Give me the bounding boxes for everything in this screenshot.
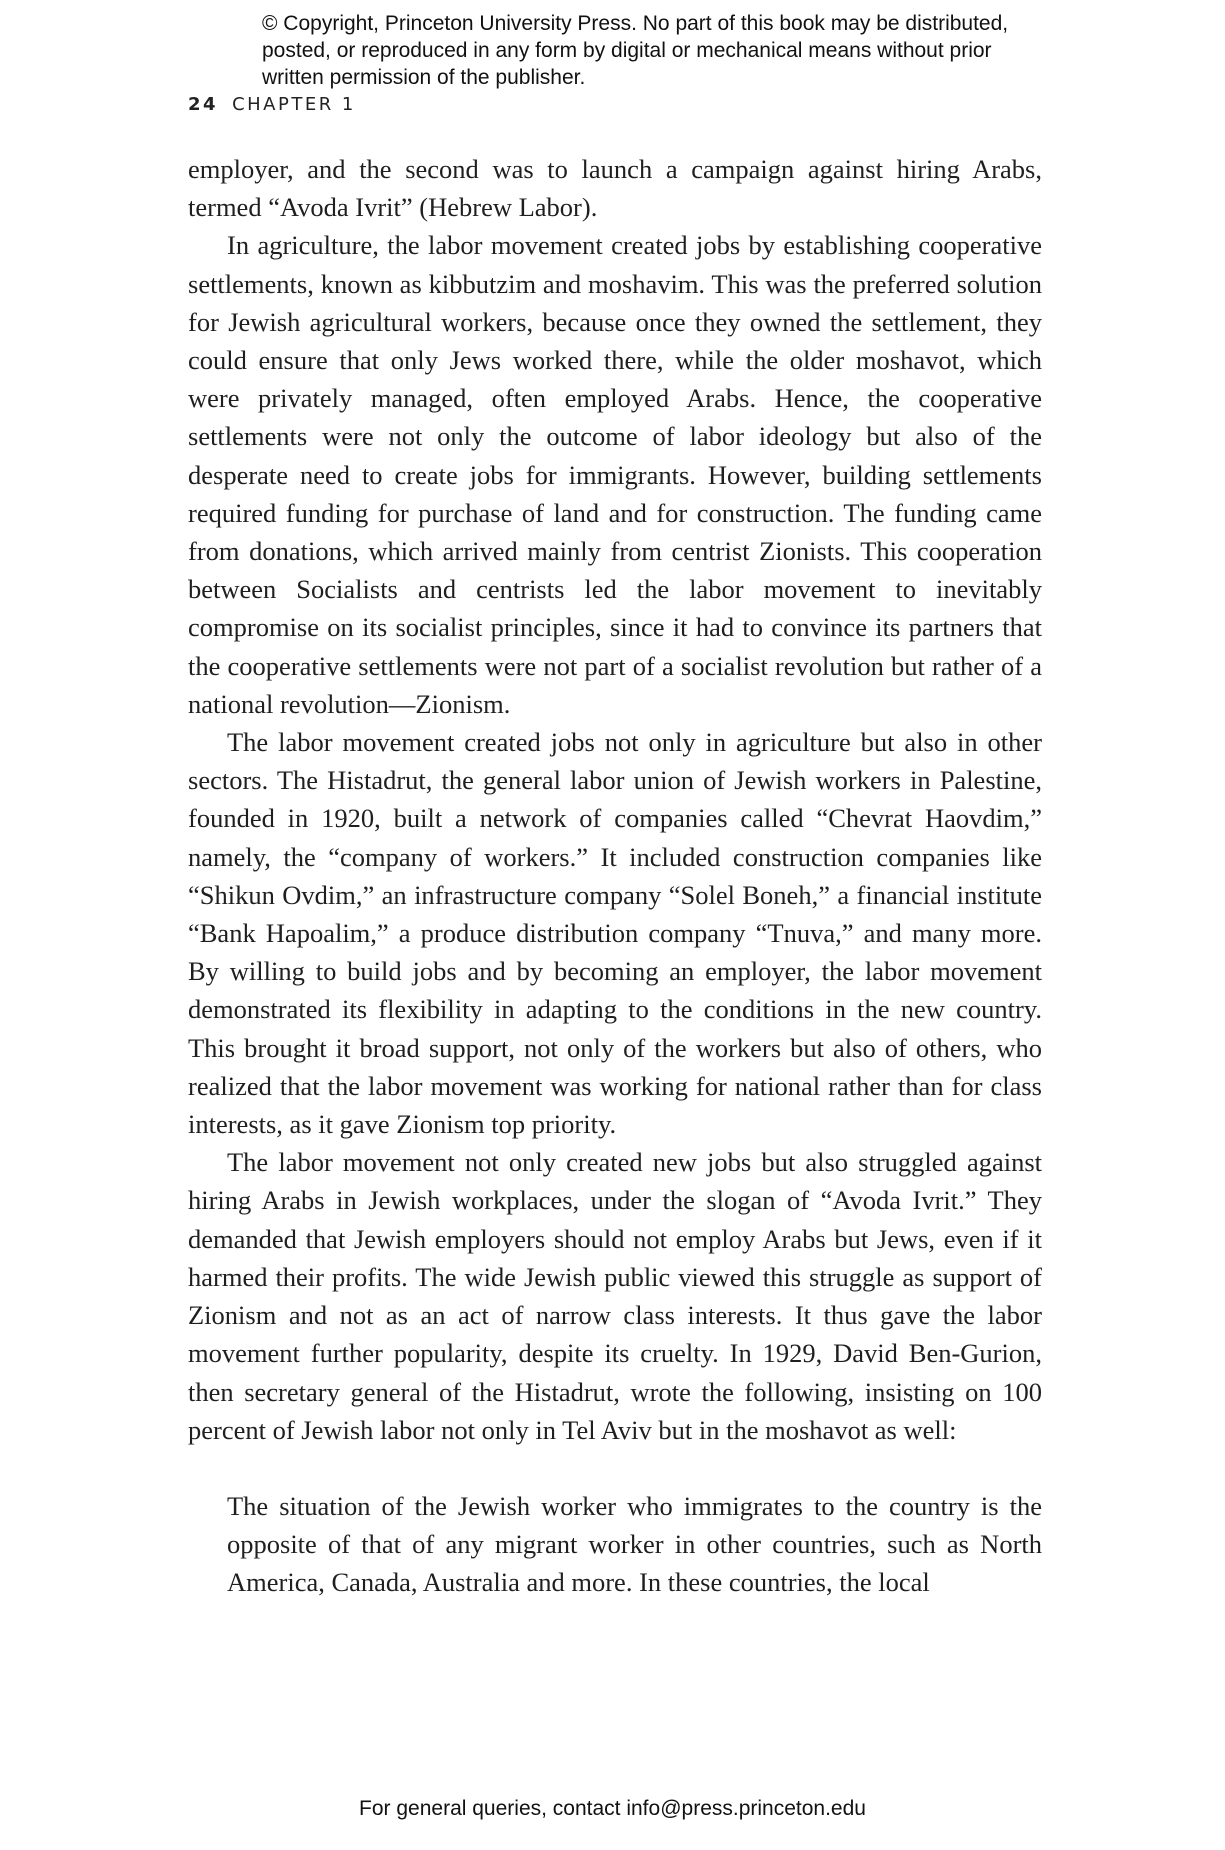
running-head — [188, 94, 356, 115]
copyright-notice: © Copyright, Princeton University Press. No part of this book may be distributed, posted, or reproduced in any form by digital or mechanical means without prior written permission of the publisher. — [262, 12, 1009, 89]
block-quote: The situation of the Jewish worker who immigrates to the country is the opposite of that of any migrant worker in other countries, such as North America, Canada, Australia and more. In these countries, the local — [227, 1490, 1042, 1598]
page-number: 24 — [188, 94, 219, 115]
body-text — [188, 150, 1042, 1602]
paragraph-avoda-ivrit: The labor movement not only created new jobs but also struggled against hiring Arabs in Jewish workplaces, under the slogan of “Avoda Ivrit.” They demanded that Jewish employers should not employ Arabs but Jews, even if it harmed their profits. The wide Jewish public viewed this struggle as support of Zionism and not as an act of narrow class interests. It thus gave the labor movement further popularity, despite its cruelty. In 1929, David Ben-Gurion, then secretary general of the Histadrut, wrote the following, insisting on 100 percent of Jewish labor not only in Tel Aviv but in the moshavot as well: — [188, 1147, 1042, 1445]
footer-contact: For general queries, contact info@press.princeton.edu — [359, 1797, 866, 1820]
chapter-label: CHAPTER 1 — [232, 94, 356, 115]
paragraph-histadrut: The labor movement created jobs not only in agriculture but also in other sectors. The Histadrut, the general labor union of Jewish workers in Palestine, founded in 1920, built a network of companies called “Chevrat Haovdim,” namely, the “company of workers.” It included construction companies like “Shikun Ovdim,” an infrastructure company “Solel Boneh,” a financial institute “Bank Hapoalim,” a produce distribution company “Tnuva,” and many more. By willing to build jobs and by becoming an employer, the labor movement demonstrated its flexibility in adapting to the conditions in the new country. This brought it broad support, not only of the workers but also of others, who realized that the labor movement was working for national rather than for class interests, as it gave Zionism top priority. — [188, 727, 1042, 1140]
paragraph-continued: employer, and the second was to launch a campaign against hiring Arabs, termed “Avoda Ivrit” (Hebrew Labor). — [188, 154, 1042, 223]
paragraph-agriculture: In agriculture, the labor movement created jobs by establishing cooperative settlements, known as kibbutzim and moshavim. This was the preferred solution for Jewish agricultural workers, because once they owned the settlement, they could ensure that only Jews worked there, while the older moshavot, which were privately managed, often employed Arabs. Hence, the cooperative settlements were not only the outcome of labor ideology but also of the desperate need to create jobs for immigrants. However, building settlements required funding for purchase of land and for construction. The funding came from donations, which arrived mainly from centrist Zionists. This cooperation between Socialists and centrists led the labor movement to inevitably compromise on its socialist principles, since it had to convince its partners that the cooperative settlements were not part of a socialist revolution but rather of a national revolution—Zionism. — [188, 230, 1042, 719]
